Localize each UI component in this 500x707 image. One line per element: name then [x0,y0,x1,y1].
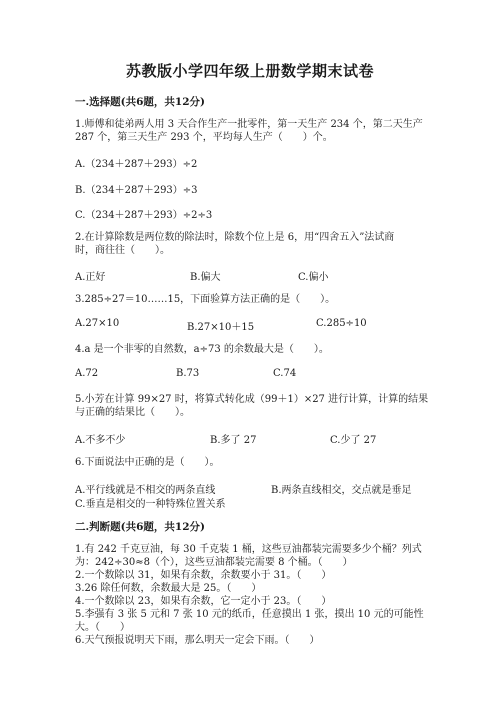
question-4-line-1: 4.a 是一个非零的自然数，a÷73 的余数最大是（ ）。 [75,344,329,355]
question-5-option-b: B.多了 27 [210,435,257,446]
question-6-option-a: A.平行线就是不相交的两条直线 [75,485,216,496]
question-5-option-a: A.不多不少 [75,435,126,446]
question-2-option-c: C.偏小 [298,272,329,283]
question-1-option-c: C.（234＋287＋293）÷2÷3 [75,210,213,221]
question-2-line-1: 2.在计算除数是两位数的除法时，除数个位上是 6，用“四舍五入”法试商 [75,232,395,243]
question-3-line-1: 3.285÷27＝10……15，下面验算方法正确的是（ ）。 [75,294,336,305]
question-6-option-b: B.两条直线相交，交点就是垂足 [271,485,412,496]
judgement-line: 1.有 242 千克豆油，每 30 千克装 1 桶，这些豆油都装完需要多少个桶？列式 [75,544,422,555]
section-heading-judgement: 二.判断题(共6题，共12分) [75,521,206,533]
question-6-option-c: C.垂直是相交的一种特殊位置关系 [75,499,226,510]
judgement-line: 4.一个数除以 23，如果有余数，它一定小于 23。（ ） [75,596,332,607]
judgement-line: 5.李强有 3 张 5 元和 7 张 10 元的纸币，任意摸出 1 张，摸出 10 元的可能性 [75,609,424,620]
judgement-line: 2.一个数除以 31，如果有余数，余数要小于 31。（ ） [75,570,332,581]
judgement-line: 大。（ ） [75,622,130,633]
question-4-option-c: C.74 [273,368,297,379]
question-5-line-1: 5.小芳在计算 99×27 时，将算式转化成（99＋1）×27 进行计算，计算的结果 [75,394,429,405]
question-4-option-b: B.73 [176,368,200,379]
question-1-line-2: 287 个，第三天生产 293 个，平均每人生产（ ）个。 [75,132,333,143]
question-4-option-a: A.72 [75,368,99,379]
section-heading-choice: 一.选择题(共6题，共12分) [75,96,206,108]
question-2-option-b: B.偏大 [190,272,221,283]
question-3-option-c: C.285÷10 [316,318,367,329]
judgement-line: 为：242÷30≈8（个），这些豆油都装完需要 8 个桶。（ ） [75,557,353,568]
question-2-option-a: A.正好 [75,272,106,283]
judgement-line: 6.天气预报说明天下雨，那么明天一定会下雨。（ ） [75,635,320,646]
question-5-option-c: C.少了 27 [330,435,377,446]
question-3-option-a: A.27×10 [75,318,120,329]
question-1-option-b: B.（234＋287＋293）÷3 [75,185,198,196]
question-6-line-1: 6.下面说法中正确的是（ ）。 [75,457,220,468]
question-1-line-1: 1.师傅和徒弟两人用 3 天合作生产一批零件，第一天生产 234 个，第二天生产 [75,119,423,130]
question-1-option-a: A.（234＋287＋293）÷2 [75,159,198,170]
question-5-line-2: 与正确的结果比（ ）。 [75,407,190,418]
question-2-line-2: 时，商往往（ ）。 [75,245,170,256]
judgement-line: 3.26 除任何数，余数最大是 25。（ ） [75,583,262,594]
question-3-option-b: B.27×10＋15 [187,322,255,333]
page-title: 苏教版小学四年级上册数学期末试卷 [125,62,374,80]
